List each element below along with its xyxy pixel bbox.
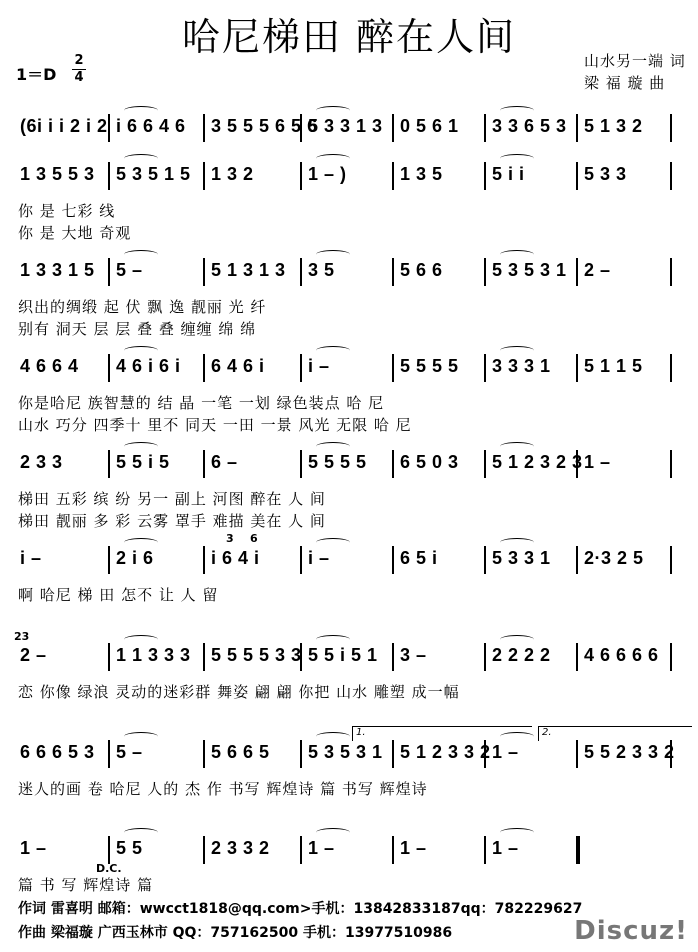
time-signature	[72, 54, 86, 85]
measure: 3 –	[400, 645, 427, 665]
slur-mark	[124, 635, 158, 644]
slur-mark	[500, 828, 534, 837]
measure: 4 6 i 6 i	[116, 356, 181, 376]
measure: i 6 6 4 6	[116, 116, 186, 136]
lyric-line: 恋 你像 绿浪 灵动的迷彩群 舞姿 翩 翩 你把 山水 雕塑 成一幅	[18, 683, 460, 701]
slur-mark	[500, 106, 534, 115]
barline	[203, 450, 205, 478]
barline	[203, 546, 205, 574]
measure: 5 3 5 3 1	[308, 742, 383, 762]
slur-mark	[316, 538, 350, 547]
measure: 5 5 i 5 1	[308, 645, 378, 665]
measure: 1 3 3 1 5	[20, 260, 95, 280]
measure: 6 6 6 5 3	[20, 742, 95, 762]
slur-mark	[500, 346, 534, 355]
barline	[392, 450, 394, 478]
barline	[392, 258, 394, 286]
measure: 5 –	[116, 742, 143, 762]
measure: 6 4 6 i	[211, 356, 265, 376]
volta-second-ending: 2.	[538, 726, 692, 741]
lyric-line: 迷人的画 卷 哈尼 人的 杰 作 书写 辉煌诗 篇 书写 辉煌诗	[18, 780, 428, 798]
measure: 1 3 2	[211, 164, 254, 184]
measure: 5 i i	[492, 164, 525, 184]
measure: 5 5 5 5	[308, 452, 367, 472]
measure: 1 3 5 5 3	[20, 164, 95, 184]
barline	[300, 162, 302, 190]
measure: 5 1 3 1 3	[211, 260, 286, 280]
watermark-logo: Discuz!	[574, 916, 688, 946]
measure: 1 –	[492, 742, 519, 762]
measure: 5 3 5 3 1	[492, 260, 567, 280]
barline	[108, 836, 110, 864]
measure: i –	[308, 356, 330, 376]
barline	[392, 740, 394, 768]
measure: 5 1 2 3 2 3	[492, 452, 583, 472]
lyric-line: 你 是 七彩 线	[18, 202, 116, 220]
barline	[484, 546, 486, 574]
barline	[670, 354, 672, 382]
measure: 6 5 0 3	[400, 452, 459, 472]
barline	[108, 450, 110, 478]
slur-mark	[316, 154, 350, 163]
slur-mark	[316, 346, 350, 355]
slur-mark	[124, 346, 158, 355]
measure: 3 5	[308, 260, 335, 280]
barline	[300, 258, 302, 286]
measure: 1 –	[400, 838, 427, 858]
measure: 6 5 i	[400, 548, 438, 568]
measure: 2 i 6	[116, 548, 154, 568]
lyric-line: 你是哈尼 族智慧的 结 晶 一笔 一划 绿色装点 哈 尼	[18, 394, 385, 412]
barline	[576, 836, 580, 864]
lyric-line: 啊 哈尼 梯 田 怎不 让 人 留	[18, 586, 219, 604]
measure: 2 2 2 2	[492, 645, 551, 665]
measure: 2 3 3	[20, 452, 63, 472]
slur-mark	[316, 828, 350, 837]
barline	[203, 258, 205, 286]
measure: 5 1 1 5	[584, 356, 643, 376]
barline	[484, 354, 486, 382]
barline	[670, 643, 672, 671]
barline	[203, 354, 205, 382]
barline	[484, 450, 486, 478]
measure: i –	[20, 548, 42, 568]
measure: 3 5 5 5 6 5 6	[211, 116, 318, 136]
lyricist-credit: 山水另一端 词	[584, 52, 686, 70]
measure: 5 5 5 5 3 3	[211, 645, 302, 665]
barline	[203, 114, 205, 142]
barline	[203, 162, 205, 190]
slur-mark	[124, 442, 158, 451]
barline	[576, 354, 578, 382]
slur-mark	[124, 828, 158, 837]
slur-mark	[124, 154, 158, 163]
barline	[203, 643, 205, 671]
slur-mark	[124, 732, 158, 741]
barline	[300, 836, 302, 864]
measure: 2·3 2 5	[584, 548, 644, 568]
slur-mark	[316, 442, 350, 451]
barline	[108, 354, 110, 382]
lyric-line: 你 是 大地 奇观	[18, 224, 132, 242]
barline	[108, 114, 110, 142]
triplet-mark: 3	[226, 532, 234, 545]
measure: 5 6 6	[400, 260, 443, 280]
measure: 3 3 6 5 3	[492, 116, 567, 136]
measure: 5 3 5 1 5	[116, 164, 191, 184]
measure: 4 6 6 4	[20, 356, 79, 376]
barline	[576, 258, 578, 286]
barline	[203, 836, 205, 864]
barline	[576, 643, 578, 671]
barline	[484, 162, 486, 190]
barline	[392, 546, 394, 574]
measure: 1 –	[492, 838, 519, 858]
lyric-line: 梯田 靓丽 多 彩 云雾 罩手 难描 美在 人 间	[18, 512, 326, 530]
slur-mark	[500, 442, 534, 451]
barline	[670, 114, 672, 142]
barline	[392, 162, 394, 190]
measure: 1 –	[20, 838, 47, 858]
barline	[576, 546, 578, 574]
measure: 1 3 5	[400, 164, 443, 184]
measure: (6i i i 2 i 2	[20, 116, 108, 136]
measure: 2 –	[20, 645, 47, 665]
measure: 3 3 3 1	[492, 356, 551, 376]
measure: i –	[308, 548, 330, 568]
measure: 2 3 3 2	[211, 838, 270, 858]
measure: i 6 4 i	[211, 548, 260, 568]
barline	[670, 450, 672, 478]
barline	[670, 546, 672, 574]
slur-mark	[316, 106, 350, 115]
footer-composer-line: 作曲 梁福璇 广西玉林市 QQ：757162500 手机：13977510986	[18, 925, 453, 941]
lyric-line: 梯田 五彩 缤 纷 另一 副上 河图 醉在 人 间	[18, 490, 326, 508]
slur-mark	[500, 154, 534, 163]
measure: 2 –	[584, 260, 611, 280]
footer-lyricist-line: 作词 雷喜明 邮箱：wwcct1818@qq.com>手机：13842833187qq：782229627	[18, 901, 583, 917]
slur-mark	[500, 538, 534, 547]
barline	[484, 643, 486, 671]
meter-top: 2	[74, 53, 84, 68]
volta-first-ending: 1.	[352, 726, 532, 741]
measure: 5 5 2 3 3 2	[584, 742, 675, 762]
measure: 5 1 2 3 3 2	[400, 742, 491, 762]
measure: 5 6 6 5	[211, 742, 270, 762]
measure: 5 5	[116, 838, 143, 858]
meter-bottom: 4	[74, 70, 84, 85]
barline	[300, 450, 302, 478]
slur-mark	[500, 635, 534, 644]
measure: 5 1 3 2	[584, 116, 643, 136]
composer-credit: 梁 福 璇 曲	[584, 74, 666, 92]
measure: 5 3 3 1	[492, 548, 551, 568]
barline	[392, 354, 394, 382]
barline	[576, 114, 578, 142]
da-capo-mark: D.C.	[96, 862, 122, 875]
song-title: 哈尼梯田 醉在人间	[181, 15, 517, 59]
barline	[484, 258, 486, 286]
measure: 4 6 6 6 6	[584, 645, 659, 665]
slur-mark	[316, 732, 350, 741]
measure: 1 –	[308, 838, 335, 858]
lyric-line: 山水 巧分 四季十 里不 同天 一田 一景 风光 无限 哈 尼	[18, 416, 412, 434]
measure: 5 5 5 5	[400, 356, 459, 376]
measure: 5 3 3	[584, 164, 627, 184]
measure: 6 –	[211, 452, 238, 472]
barline	[392, 114, 394, 142]
barline	[108, 643, 110, 671]
barline	[203, 740, 205, 768]
barline	[108, 740, 110, 768]
slur-mark	[124, 106, 158, 115]
slur-mark	[316, 250, 350, 259]
barline	[484, 114, 486, 142]
measure: 5 5 i 5	[116, 452, 170, 472]
barline	[108, 258, 110, 286]
slur-mark	[500, 250, 534, 259]
barline	[392, 836, 394, 864]
barline	[670, 162, 672, 190]
lyric-line: 别有 洞天 层 层 叠 叠 缠缠 绵 绵	[18, 320, 257, 338]
barline	[300, 546, 302, 574]
measure: 5 –	[116, 260, 143, 280]
lyric-line: 织出的绸缎 起 伏 飘 逸 靓丽 光 纤	[18, 298, 267, 316]
slur-mark	[124, 250, 158, 259]
slur-mark	[124, 538, 158, 547]
barline	[576, 162, 578, 190]
barline	[670, 258, 672, 286]
slur-mark	[316, 635, 350, 644]
barline	[300, 354, 302, 382]
barline	[108, 546, 110, 574]
barline	[392, 643, 394, 671]
measure: 5 3 3 1 3	[308, 116, 383, 136]
barline	[300, 740, 302, 768]
measure: 0 5 6 1	[400, 116, 459, 136]
barline	[108, 162, 110, 190]
lyric-line: 篇 书 写 辉煌诗 篇	[18, 876, 154, 894]
grace-note-mark: 6	[250, 532, 258, 545]
measure: 1 1 3 3 3	[116, 645, 191, 665]
grace-note-mark-23: 23	[14, 630, 30, 643]
measure: 1 –	[584, 452, 611, 472]
barline	[576, 740, 578, 768]
key-signature: 1＝D	[16, 65, 57, 84]
measure: 1 – )	[308, 164, 347, 184]
barline	[484, 836, 486, 864]
